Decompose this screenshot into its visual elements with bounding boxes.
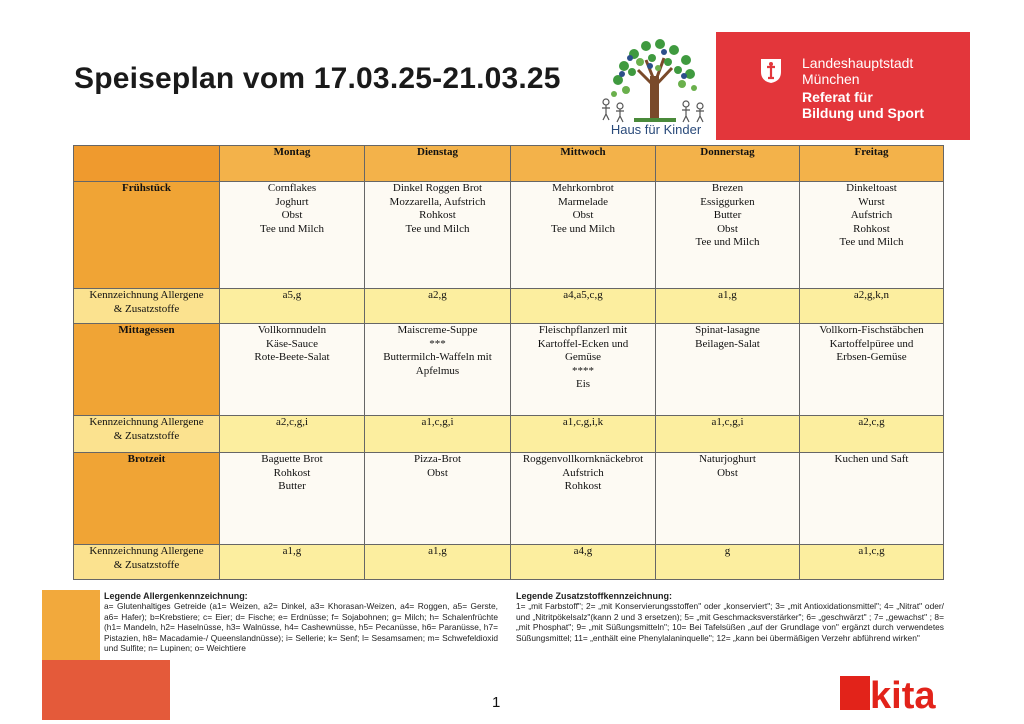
menu-item: *** [429,337,446,350]
menu-item: Eis [575,378,591,390]
menu-item: Buttermilch-Waffeln mit [383,351,492,363]
allergen-code: a1,c,g,i,k [511,416,656,453]
menu-item: Essiggurken [700,195,755,208]
munich-line-4: Bildung und Sport [802,105,925,121]
menu-item: Vollkorn-Fischstäbchen [819,324,924,336]
munich-department-box [716,32,970,140]
meal-label: Brotzeit [74,453,220,545]
meal-cell [511,453,656,545]
additive-legend [516,591,944,643]
meal-cell [656,182,800,289]
meal-label: Frühstück [74,182,220,289]
menu-item: Beilagen-Salat [695,337,760,350]
allergen-label-line: & Zusatzstoffe [113,429,180,442]
kita-logo-icon [840,672,958,714]
corner-cell [74,146,220,182]
allergen-legend-text: a= Glutenhaltiges Getreide (a1= Weizen, a2= Dinkel, a3= Khorasan-Weizen, a4= Roggen, a5= Gerste, a6= Hafer); b=Krebstiere; c= Eier; d= Fische; e= Erdnüsse; f= Sojabohnen; g= Milch; h= Schalenfrüchte (h1= Mandeln, h2= Haselnüsse, h3= Walnüsse, h4= Cashewnüsse, h5= Pecanüsse, h6= Paranüsse, h7= Pistazien, h8= Macadamie-/ Queenslandnüsse); i= Sellerie; k= Senf; l= Sesamsamen; m= Schwefeldioxid und Sulfite; n= Lupinen; o= Weichtiere [104,601,498,654]
munich-line-3: Referat für [802,89,873,105]
day-header: Montag [220,146,365,182]
allergen-code: a1,c,g [800,545,944,580]
allergen-code: a1,c,g,i [365,416,511,453]
menu-item: Mozzarella, Aufstrich [389,195,486,208]
allergen-code: a4,a5,c,g [511,289,656,324]
kita-logo-text: kita [870,675,936,714]
menu-item: Obst [427,466,448,479]
menu-item: Marmelade [557,195,609,208]
menu-item: Tee und Milch [260,222,324,235]
menu-item: Dinkeltoast [846,182,897,194]
menu-item: Brezen [711,182,744,194]
day-header: Freitag [800,146,944,182]
menu-item: Rote-Beete-Salat [254,351,330,363]
day-header-row [74,146,944,182]
menu-item: Tee und Milch [405,222,470,235]
menu-item: Dinkel Roggen Brot [392,182,483,194]
allergen-code: a2,c,g [800,416,944,453]
meal-row [74,182,944,289]
menu-item: Kartoffel-Ecken und [537,337,629,350]
allergen-code: a4,g [511,545,656,580]
allergen-row [74,289,944,324]
legend-orange-block [42,590,100,660]
menu-item: Rohkost [273,466,311,479]
menu-item: Aufstrich [562,466,604,479]
meal-cell [800,324,944,416]
meal-cell [511,182,656,289]
allergen-label [74,416,220,453]
meal-cell [365,453,511,545]
additive-legend-text: 1= „mit Farbstoff"; 2= „mit Konservierungsstoffen" oder „konserviert"; 3= „mit Antioxidationsmittel"; 4= „Nitrat" oder/ und „Nitritpökelsalz"(kann 2 und 3 ersetzen); 5= „mit Geschmacksverstärker"; 6= „geschwärzt" ; 7= „gewachst" ; 8= „mit Phosphat"; 9= „mit Süßungsmitteln"; 10= Bei Tafelsüßen „auf der Grundlage von" ergänzt durch verwendetes Süßungsmittel; 11= „enthält eine Phenylalaninquelle"; 12= „kann bei übermäßigen Verzehr abführend wirken" [516,601,944,643]
meal-cell [220,182,365,289]
allergen-code: a1,g [656,289,800,324]
munich-line-2: München [802,71,860,87]
allergen-code: a2,g [365,289,511,324]
meal-cell [365,182,511,289]
menu-item: Vollkornnudeln [257,324,327,336]
meal-cell [800,453,944,545]
day-header: Dienstag [365,146,511,182]
menu-item: Tee und Milch [695,236,760,248]
menu-item: Pizza-Brot [413,453,462,465]
menu-item: Obst [281,209,303,221]
menu-item: Kuchen und Saft [834,453,909,465]
menu-item: Erbsen-Gemüse [836,351,907,363]
allergen-label [74,545,220,580]
allergen-row [74,416,944,453]
menu-item: Cornflakes [267,182,317,194]
menu-item: Fleischpflanzerl mit [538,324,628,336]
menu-item: Gemüse [564,351,602,363]
allergen-label-line: Kennzeichnung Allergene [89,545,204,557]
menu-item: Naturjoghurt [699,453,756,465]
menu-item: Joghurt [275,195,309,208]
day-header: Donnerstag [656,146,800,182]
menu-item: Apfelmus [415,364,460,377]
menu-item: Wurst [858,195,885,208]
munich-line-1: Landeshauptstadt [802,55,914,71]
menu-item: Rohkost [564,480,602,492]
menu-item: Rohkost [853,222,890,235]
meal-cell [800,182,944,289]
menu-item: Tee und Milch [551,222,615,235]
menu-item: Maiscreme-Suppe [397,324,478,336]
allergen-legend [104,591,498,653]
meal-label: Mittagessen [74,324,220,416]
menu-item: Tee und Milch [839,236,904,248]
allergen-code: a2,c,g,i [220,416,365,453]
logo-caption: Haus für Kinder [610,122,702,137]
meal-cell [220,324,365,416]
menu-item: Obst [717,466,738,479]
allergen-code: a5,g [220,289,365,324]
meal-cell [656,453,800,545]
meal-cell [220,453,365,545]
allergen-code: g [656,545,800,580]
menu-item: Kartoffelpüree und [829,337,914,350]
meal-plan-table [73,145,944,580]
allergen-label-line: Kennzeichnung Allergene [89,416,204,428]
menu-item: Butter [713,209,742,221]
day-header: Mittwoch [511,146,656,182]
menu-item: Roggenvollkornknäckebrot [522,453,644,465]
meal-row [74,453,944,545]
allergen-row [74,545,944,580]
menu-item: Obst [572,209,594,221]
allergen-code: a2,g,k,n [800,289,944,324]
meal-cell [656,324,800,416]
menu-item: **** [572,364,594,377]
allergen-label [74,289,220,324]
munich-crest-icon [760,58,782,84]
meal-cell [511,324,656,416]
allergen-label-line: Kennzeichnung Allergene [89,289,204,301]
menu-item: Aufstrich [850,209,893,221]
menu-item: Spinat-lasagne [695,324,760,336]
menu-item: Obst [717,222,738,235]
menu-item: Butter [278,480,306,492]
menu-item: Rohkost [419,209,456,221]
allergen-label-line: & Zusatzstoffe [113,558,180,571]
meal-row [74,324,944,416]
allergen-code: a1,g [220,545,365,580]
menu-item: Käse-Sauce [266,337,318,350]
page-number: 1 [492,694,501,711]
legend-red-block [42,660,170,720]
menu-item: Mehrkornbrot [552,182,614,194]
allergen-code: a1,g [365,545,511,580]
allergen-code: a1,c,g,i [656,416,800,453]
meal-cell [365,324,511,416]
page-title: Speiseplan vom 17.03.25-21.03.25 [74,62,561,95]
allergen-legend-heading: Legende Allergenkennzeichnung: [104,591,248,601]
additive-legend-heading: Legende Zusatzstoffkennzeichnung: [516,591,673,601]
menu-item: Baguette Brot [261,453,323,465]
allergen-label-line: & Zusatzstoffe [113,302,180,315]
